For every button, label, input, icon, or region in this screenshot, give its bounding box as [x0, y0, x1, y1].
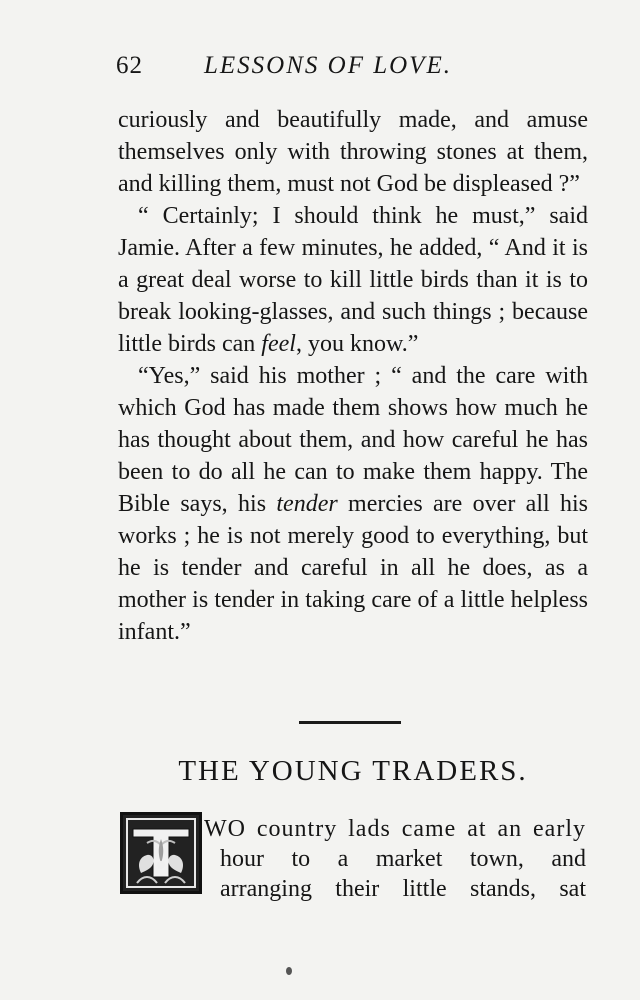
page-number: 62: [116, 52, 143, 79]
paragraph-2-text-b: , you know.”: [295, 331, 419, 357]
paragraph-3-italic-tender: tender: [276, 491, 338, 517]
running-head: [116, 52, 586, 92]
ornamental-initial-t-icon: [120, 812, 202, 894]
paragraph-3: [118, 360, 588, 648]
paragraph-1-text: curiously and beautifully made, and amuse themselves only with throwing stones at them, and killing them, must not God be displeased ?”: [118, 107, 588, 197]
story-line-1: WO country lads came at an early: [204, 816, 586, 842]
body-text: [118, 104, 588, 648]
running-title: LESSONS OF LOVE.: [204, 52, 452, 79]
paragraph-3-text-b: mercies are over all his works ; he is not merely good to everything, but he is tender and careful in all he does, as a mother is tender in taking care of a little helpless infant.”: [118, 491, 589, 645]
section-title: THE YOUNG TRADERS.: [178, 755, 528, 787]
paragraph-1: [118, 104, 588, 200]
paragraph-3-text-a: “Yes,” said his mother ; “ and the care with which God has made them shows how much he has thought about them, and how careful he has been to do all he can to make them happy. The Bible says, his: [118, 363, 588, 517]
section-divider-icon: [299, 721, 401, 724]
paragraph-2: [118, 200, 588, 360]
paper-speck: [286, 967, 292, 975]
story-line-3: arranging their little stands, sat: [220, 876, 586, 902]
paragraph-2-text-a: “ Certainly; I should think he must,” said Jamie. After a few minutes, he added, “ And it is a great deal worse to kill little birds than it is to break looking-glasses, and such things ; because little birds can: [118, 203, 588, 357]
story-line-2: hour to a market town, and: [220, 846, 586, 872]
paragraph-2-italic-feel: feel: [261, 331, 296, 357]
